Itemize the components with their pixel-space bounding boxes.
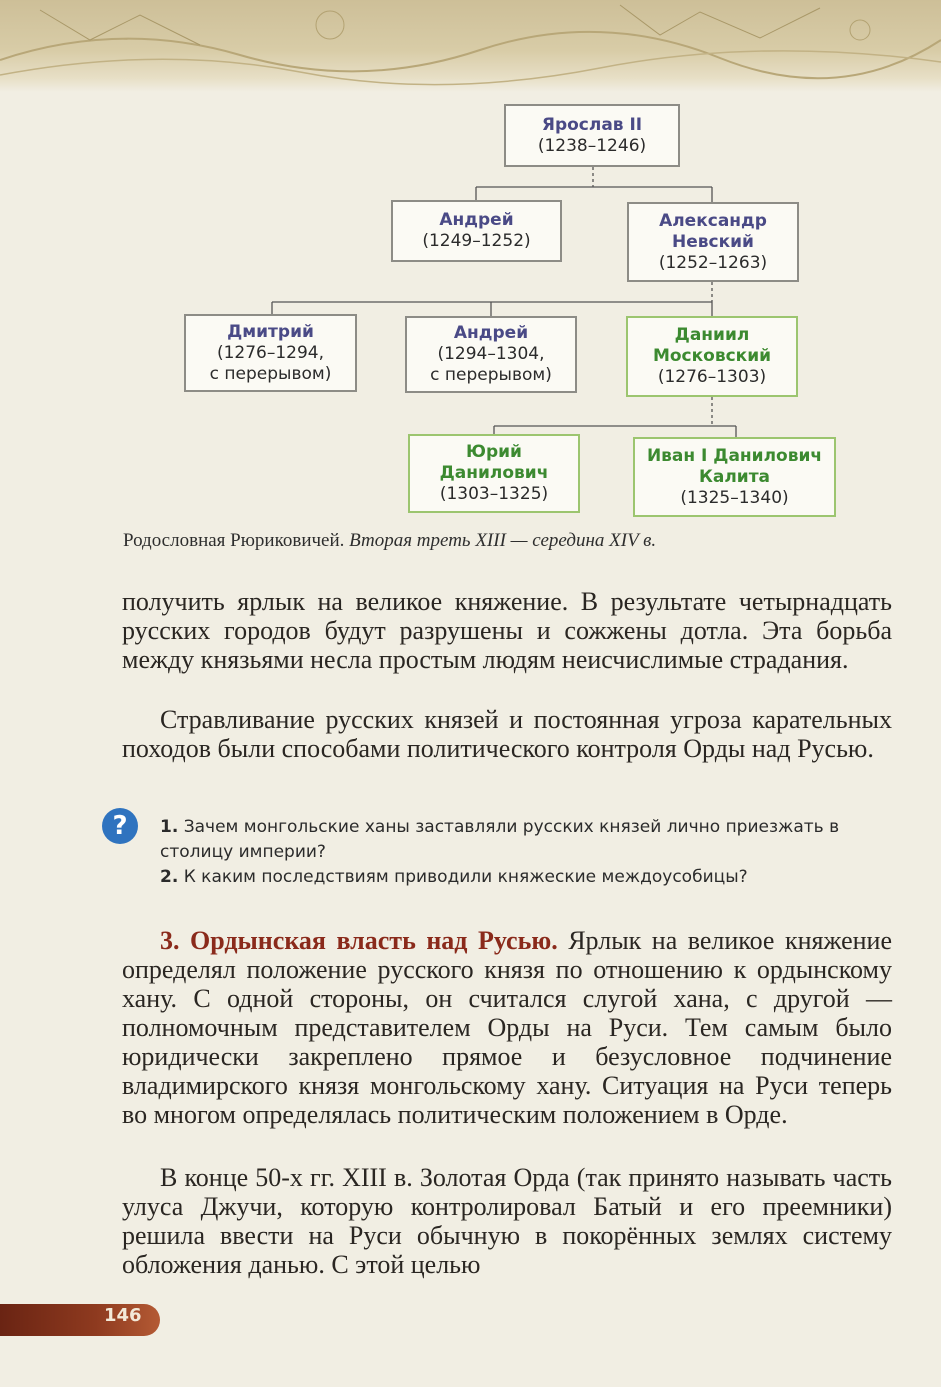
node-name-line2: Данилович — [439, 463, 549, 483]
node-years: (1276–1303) — [657, 367, 767, 387]
node-name: Ярослав II — [541, 114, 643, 135]
paragraph-2 — [122, 705, 892, 763]
paragraph-1: получить ярлык на великое княжение. В результате четырнадцать русских городов будут разрушены и сожжены дотла. Эта борьба между князьями несла простым людям неисчислимые страдания. — [122, 587, 892, 674]
tree-node-andrey-2 — [405, 316, 577, 393]
node-name: Андрей — [453, 323, 529, 343]
caption-plain: Родословная Рюриковичей. — [123, 530, 345, 551]
node-name: Андрей — [439, 210, 514, 230]
node-name-line2: Московский — [652, 346, 772, 366]
node-years: (1325–1340) — [680, 487, 789, 508]
paragraph-4-text: В конце 50-х гг. XIII в. Золотая Орда (так принято называть часть улуса Джучи, которую контролировал Батый и его преемники) решила ввести на Руси обычную в покорённых землях систему обложения данью. С этой целью — [122, 1163, 892, 1279]
node-name-line1: Юрий — [466, 442, 522, 462]
question-1-number: 1. — [160, 817, 179, 837]
node-years: (1303–1325) — [439, 484, 549, 504]
review-questions — [160, 815, 890, 890]
tree-node-dmitry — [184, 314, 357, 392]
section-3-paragraph — [122, 926, 892, 1129]
node-name-line2: Калита — [698, 466, 771, 487]
question-mark-icon: ? — [102, 808, 138, 844]
tree-node-ivan-kalita — [633, 437, 836, 517]
paragraph-4 — [122, 1163, 892, 1279]
tree-node-yury-danilovich — [408, 434, 580, 513]
node-years: (1294–1304, — [437, 344, 545, 364]
question-2-number: 2. — [160, 867, 179, 887]
section-3-text: Ярлык на великое княжение определял положение русского князя по отношению к ордынскому хану. С одной стороны, он считался слугой хана, с другой — полномочным представителем Орды на Руси. Тем самым было юридически закреплено прямое и безусловное подчинение владимирского князя монгольскому хану. Ситуация на Руси теперь во многом определялась политическим положением в Орде. — [122, 926, 893, 1129]
caption-italic: Вторая треть XIII — середина XIV в. — [349, 530, 657, 551]
section-3-heading: 3. Ордынская власть над Русью. — [160, 926, 558, 955]
tree-node-daniil-moskovsky — [626, 316, 798, 397]
node-years: (1249–1252) — [422, 231, 531, 251]
question-2 — [160, 865, 890, 890]
node-years: (1276–1294, — [216, 342, 325, 363]
node-name-line1: Александр — [659, 210, 767, 231]
question-1 — [160, 815, 890, 865]
tree-node-alexander-nevsky — [627, 202, 799, 282]
tree-node-andrey-1 — [391, 200, 562, 262]
node-name-line1: Даниил — [674, 325, 750, 345]
page-number: 146 — [104, 1305, 142, 1326]
paragraph-2-text: Стравливание русских князей и постоянная угроза карательных походов были способами политического контроля Орды над Русью. — [122, 705, 892, 763]
figure-caption — [123, 530, 656, 552]
question-2-text: К каким последствиям приводили княжеские междоусобицы? — [183, 867, 748, 887]
node-note: с перерывом) — [209, 363, 332, 384]
node-name: Дмитрий — [227, 321, 314, 342]
node-years: (1252–1263) — [658, 252, 768, 273]
tree-node-yaroslav — [504, 104, 680, 167]
node-note: с перерывом) — [430, 365, 552, 385]
node-name-line2: Невский — [672, 231, 754, 252]
question-1-text: Зачем монгольские ханы заставляли русских князей лично приезжать в столицу империи? — [160, 817, 840, 862]
node-years: (1238–1246) — [537, 135, 647, 156]
node-name-line1: Иван I Данилович — [646, 445, 823, 466]
